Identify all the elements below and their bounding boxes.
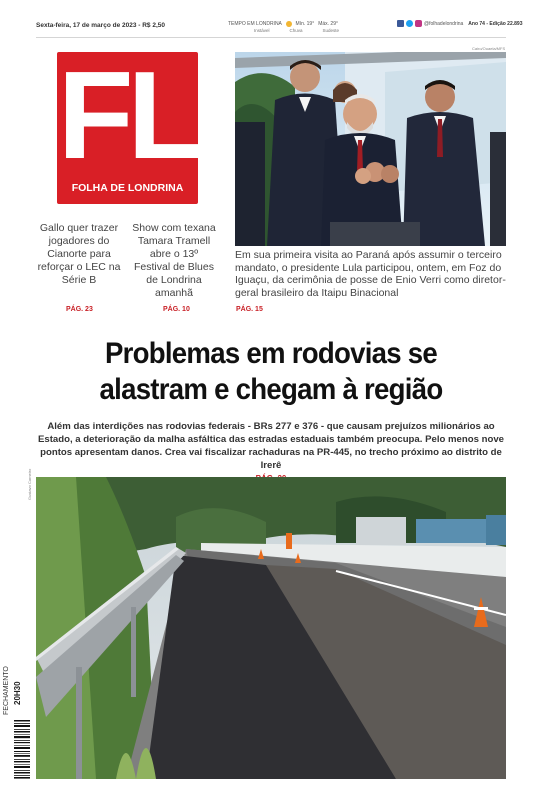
barcode-graphic [8, 718, 32, 780]
fechamento-label: FECHAMENTO [3, 666, 10, 715]
newspaper-logo[interactable] [57, 52, 198, 204]
headline-line-2: alastram e chegam à região [99, 373, 443, 406]
date-price: Sexta-feira, 17 de março de 2023 - R$ 2,50 [36, 22, 165, 29]
main-deck [30, 420, 512, 485]
twitter-icon[interactable] [406, 20, 413, 27]
social-handle[interactable]: @folhadelondrina [424, 20, 464, 27]
teaser-blues-text: Show com texana Tamara Tramell abre o 13º Festival de Blues de Londrina amanhã [132, 222, 216, 299]
main-headline[interactable] [49, 336, 492, 408]
logo-letters: FL [57, 52, 198, 185]
weather-detail-1: Chuva [289, 28, 303, 33]
weather-detail-2: Sudeste [322, 28, 340, 33]
weather-sub: Instável [254, 28, 270, 33]
deck-text: Além das interdições nas rodovias federais - BRs 277 e 376 - que causam prejuízos milionários ao Estado, a deterioração da malha asfáltica das estradas estaduais também preocupa. Pelo menos nove pontos apresentam danos. Crea vai fiscalizar rachaduras na PR-445, no trecho próximo ao distrito de Irerê [37, 421, 504, 471]
damaged-highway-photo [36, 477, 506, 779]
fechamento-time: 20H30 [13, 681, 22, 705]
instagram-icon[interactable] [415, 20, 422, 27]
edition-number: Ano 74 - Edição 22.893 [468, 20, 523, 27]
photo1-caption [235, 249, 510, 299]
teaser-blues-page: PÁG. 10 [163, 306, 190, 313]
temp-min: Mín. 19° [295, 21, 315, 27]
barcode [8, 718, 32, 780]
weather-box [228, 21, 338, 33]
weather-label: TEMPO EM LONDRINA [228, 21, 282, 27]
headline-line-1: Problemas em rodovias se [104, 337, 438, 370]
sun-icon [286, 21, 292, 27]
fechamento-box [3, 660, 43, 715]
temp-max: Máx. 29° [318, 21, 338, 27]
photo2-credit: Gustavo Carneiro [27, 468, 32, 500]
header-divider [36, 37, 506, 38]
logo-name: FOLHA DE LONDRINA [71, 182, 184, 194]
teaser-lec-page: PÁG. 23 [66, 306, 93, 313]
caption-page: PÁG. 15 [236, 306, 263, 313]
teaser-lec[interactable] [36, 222, 122, 287]
teaser-blues[interactable] [131, 222, 217, 300]
highway-illustration [36, 477, 506, 779]
ceremony-illustration [235, 52, 506, 246]
caption-text: Em sua primeira visita ao Paraná após assumir o terceiro mandato, o presidente Lula participou, ontem, em Foz do Iguaçu, da cerimônia de posse de Enio Verri como diretor-geral brasileiro da Itaipu Binacional [235, 249, 506, 299]
social-bar [397, 20, 522, 27]
facebook-icon[interactable] [397, 20, 404, 27]
photo1-credit: Cairo/Ouaela/MFS [472, 46, 506, 51]
lula-ceremony-photo [235, 52, 506, 246]
teaser-lec-text: Gallo quer trazer jogadores do Cianorte para reforçar o LEC na Série B [37, 222, 121, 286]
